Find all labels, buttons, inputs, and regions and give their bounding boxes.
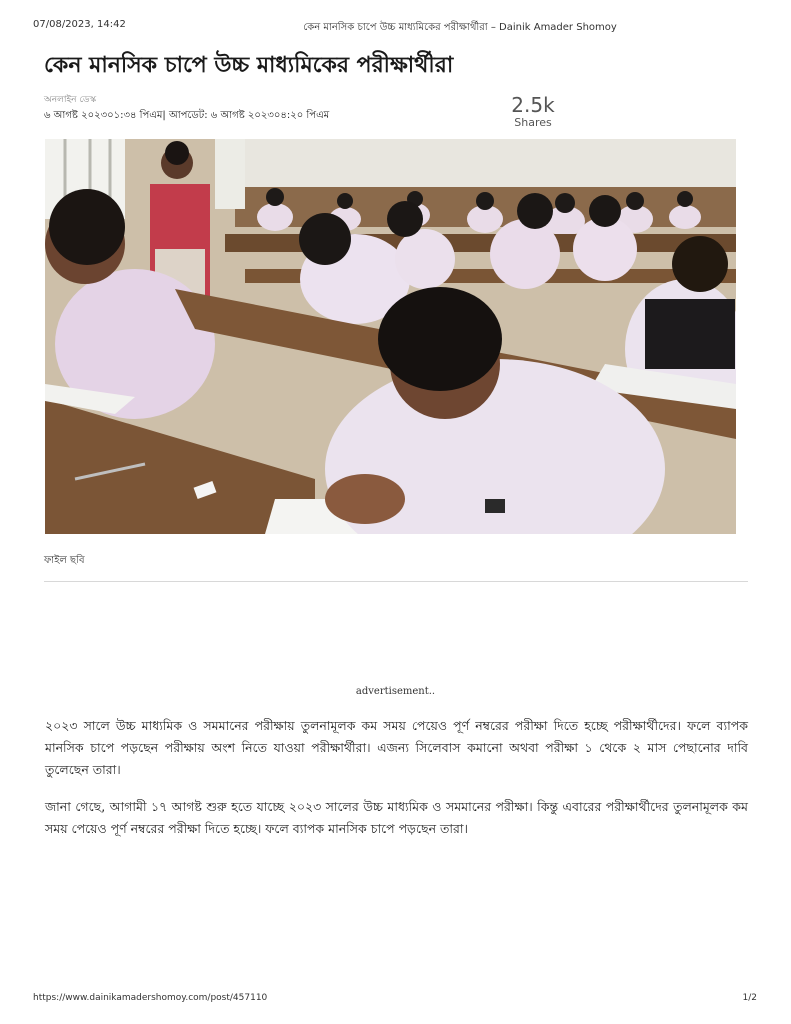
- article-paragraph: ২০২৩ সালে উচ্চ মাধ্যমিক ও সমমানের পরীক্ষায় তুলনামূলক কম সময় পেয়েও পূর্ণ নম্বরের পরীক্ষা দিতে হচ্ছে পরীক্ষার্থীদের। ফলে ব্যাপক মানসিক চাপে পড়ছেন পরীক্ষায় অংশ নিতে যাওয়া পরীক্ষার্থীরা। এজন্য সিলেবাস কমানো অথবা পরীক্ষা ১ থেকে ২ মাস পেছানোর দাবি তুলেছেন তারা।: [45, 718, 748, 777]
- article-headline: কেন মানসিক চাপে উচ্চ মাধ্যমিকের পরীক্ষার্থীরা: [44, 53, 454, 78]
- print-url: https://www.dainikamadershomoy.com/post/457110: [33, 993, 268, 1003]
- advertisement-label: advertisement..: [355, 686, 436, 697]
- print-datetime: 07/08/2023, 14:42: [33, 19, 126, 30]
- article-byline[interactable]: অনলাইন ডেস্ক: [44, 95, 97, 105]
- photo-caption: ফাইল ছবি: [44, 555, 85, 566]
- share-counter[interactable]: [498, 94, 568, 129]
- article-dates: ৬ আগষ্ট ২০২৩০১:৩৪ পিএম| আপডেট: ৬ আগষ্ট ২০২৩০৪:২০ পিএম: [44, 110, 330, 121]
- article-paragraph: জানা গেছে, আগামী ১৭ আগষ্ট শুরু হতে যাচ্ছে ২০২৩ সালের উচ্চ মাধ্যমিক ও সমমানের পরীক্ষা। কিন্তু এবারের পরীক্ষার্থীদের তুলনামূলক কম সময় পেয়েও পূর্ণ নম্বরের পরীক্ষা দিতে হচ্ছে। ফলে ব্যাপক মানসিক চাপে পড়ছেন তারা।: [45, 799, 748, 836]
- shares-count: 2.5k: [511, 93, 555, 117]
- shares-label: Shares: [514, 116, 552, 129]
- print-page-number: 1/2: [742, 993, 757, 1003]
- print-page-title: কেন মানসিক চাপে উচ্চ মাধ্যমিকের পরীক্ষার্থীরা – Dainik Amader Shomoy: [303, 22, 617, 33]
- article-photo: [45, 139, 736, 534]
- divider: [44, 581, 748, 582]
